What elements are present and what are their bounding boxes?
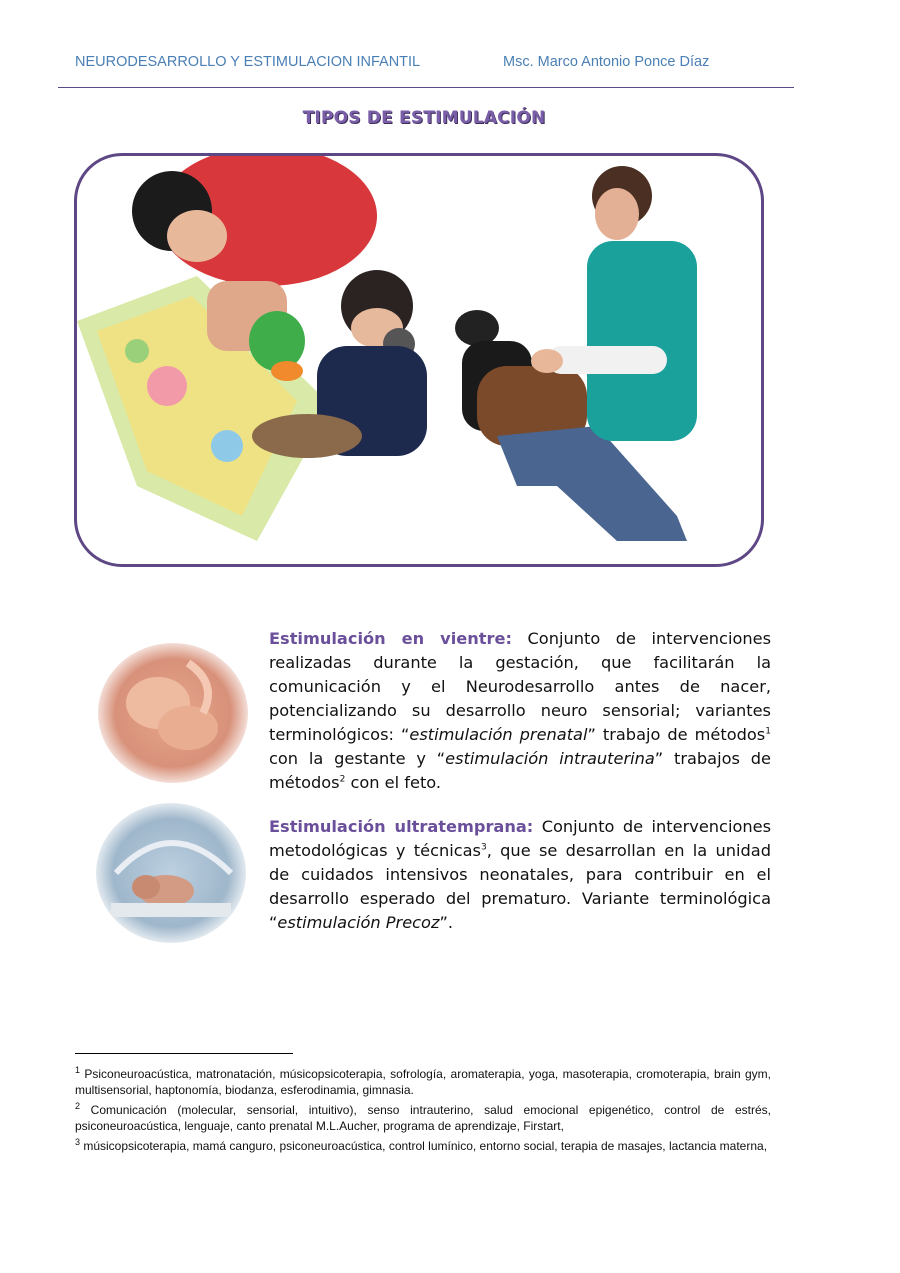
footnotes (75, 1063, 771, 1156)
term-italic: estimulación Precoz (277, 913, 440, 932)
footnote-text: músicopsicoterapia, mamá canguro, psiconeuroacústica, control lumínico, entorno social, terapia de masajes, lactancia materna, (80, 1139, 768, 1153)
incubator-photo (96, 803, 246, 943)
ultra-early-stimulation-heading: Estimulación ultratemprana: (269, 817, 534, 836)
paragraph-text: , que se desarrollan en la unidad de cuidados intensivos neonatales, para contribuir en el desarrollo esperado del prematuro. Variante terminológica “ (269, 841, 771, 932)
footnote-ref-1[interactable]: 1 (765, 726, 771, 737)
footnote-text: Psiconeuroacústica, matronatación, músicopsicoterapia, sofrología, aromaterapia, yoga, masoterapia, cromoterapia, brain gym, multisensorial, haptonomía, biodanza, esferodinamia, gimnasia. (75, 1067, 771, 1097)
page-header (75, 54, 793, 78)
paragraph-text: con el feto. (345, 773, 442, 792)
main-photo-frame (74, 153, 764, 567)
footnote-2 (75, 1099, 771, 1134)
paragraph-text: ” trabajos de métodos (269, 749, 771, 792)
paragraph-text: con la gestante y “ (269, 749, 446, 768)
term-italic: estimulación intrauterina (445, 749, 655, 768)
fetus-photo (98, 643, 248, 783)
prenatal-stimulation-paragraph (269, 627, 771, 795)
footnote-ref-3[interactable]: 3 (480, 842, 487, 853)
header-divider (58, 87, 794, 88)
page-title: TIPOS DE ESTIMULACIÓN (302, 108, 546, 128)
paragraph-text: Conjunto de intervenciones metodológicas y técnicas (269, 817, 772, 860)
paragraph-text: ”. (439, 913, 454, 932)
footnote-divider (75, 1053, 293, 1054)
photo-collage (77, 156, 761, 564)
footnote-ref-2[interactable]: 2 (339, 774, 346, 785)
footnote-1 (75, 1063, 771, 1098)
prenatal-stimulation-heading: Estimulación en vientre: (269, 629, 512, 648)
header-author: Msc. Marco Antonio Ponce Díaz (503, 54, 710, 70)
header-course-title: NEURODESARROLLO Y ESTIMULACION INFANTIL (75, 54, 421, 70)
ultra-early-stimulation-paragraph (269, 815, 771, 935)
term-italic: estimulación prenatal (409, 725, 588, 744)
footnote-3 (75, 1135, 771, 1155)
footnote-number: 2 (75, 1101, 81, 1111)
paragraph-text: Conjunto de intervenciones realizadas durante la gestación, que facilitarán la comunicación y el Neurodesarrollo antes de nacer, potencializando su desarrollo neuro sensorial; variantes terminológicos: “ (269, 629, 772, 744)
paragraph-text: ” trabajo de métodos (587, 725, 766, 744)
footnote-number: 1 (75, 1065, 81, 1075)
footnote-text: Comunicación (molecular, sensorial, intuitivo), senso intrauterino, salud emocional epigenético, control de estrés, psiconeuroacústica, lenguaje, canto prenatal M.L.Aucher, programa de aprendizaje, Firstart, (75, 1103, 771, 1133)
footnote-number: 3 (75, 1137, 81, 1147)
